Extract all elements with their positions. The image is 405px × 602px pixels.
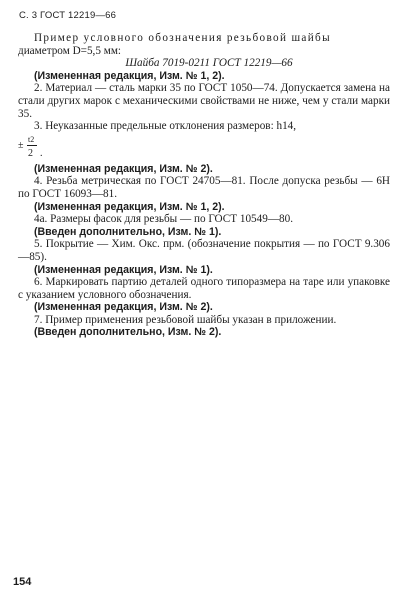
amendment-note-5: (Измененная редакция, Изм. № 1). (34, 263, 213, 276)
fraction-bar (27, 145, 37, 146)
fraction-period: . (40, 147, 43, 159)
amendment-note-7: (Введен дополнительно, Изм. № 2). (34, 326, 222, 339)
amendment-note-1: (Измененная редакция, Изм. № 1, 2). (34, 69, 225, 82)
clause-4a-chamfers: 4а. Размеры фасок для резьбы — по ГОСТ 10549—80. (34, 213, 294, 226)
clause-2-material: 2. Материал — сталь марки 35 по ГОСТ 1050—74. Допускается замена на стали других марок с механическими свойствами не ниже, чем у стали марки 35. (18, 82, 390, 120)
plus-minus-sign: ± (18, 139, 24, 151)
amendment-note-4: (Введен дополнительно, Изм. № 1). (34, 225, 222, 238)
amendment-note-3: (Измененная редакция, Изм. № 1, 2). (34, 200, 225, 213)
clause-7-application: 7. Пример применения резьбовой шайбы указан в приложении. (34, 313, 337, 326)
page-header: С. 3 ГОСТ 12219—66 (19, 10, 117, 21)
document-body (18, 32, 390, 339)
amendment-note-6: (Измененная редакция, Изм. № 2). (34, 301, 213, 314)
clause-6-marking: 6. Маркировать партию деталей одного типоразмера на таре или упаковке с указанием условного обозначения. (18, 276, 390, 301)
fraction-numerator: t2 (28, 134, 35, 144)
example-paragraph-line2: диаметром D=5,5 мм: (18, 44, 122, 57)
amendment-note-2: (Измененная редакция, Изм. № 2). (34, 162, 213, 175)
clause-5-coating: 5. Покрытие — Хим. Окс. прм. (обозначение покрытия — по ГОСТ 9.306—85). (18, 238, 390, 263)
page-number: 154 (13, 576, 32, 588)
example-designation: Шайба 7019-0211 ГОСТ 12219—66 (125, 57, 293, 70)
tolerance-fraction (18, 133, 390, 163)
clause-4-thread: 4. Резьба метрическая по ГОСТ 24705—81. После допуска резьбы — 6Н по ГОСТ 16093—81. (18, 175, 390, 200)
clause-3-tolerances: 3. Неуказанные предельные отклонения размеров: h14, (34, 120, 297, 133)
fraction-denominator: 2 (28, 147, 33, 159)
example-paragraph-line1: Пример условного обозначения резьбовой шайбы (34, 32, 331, 44)
